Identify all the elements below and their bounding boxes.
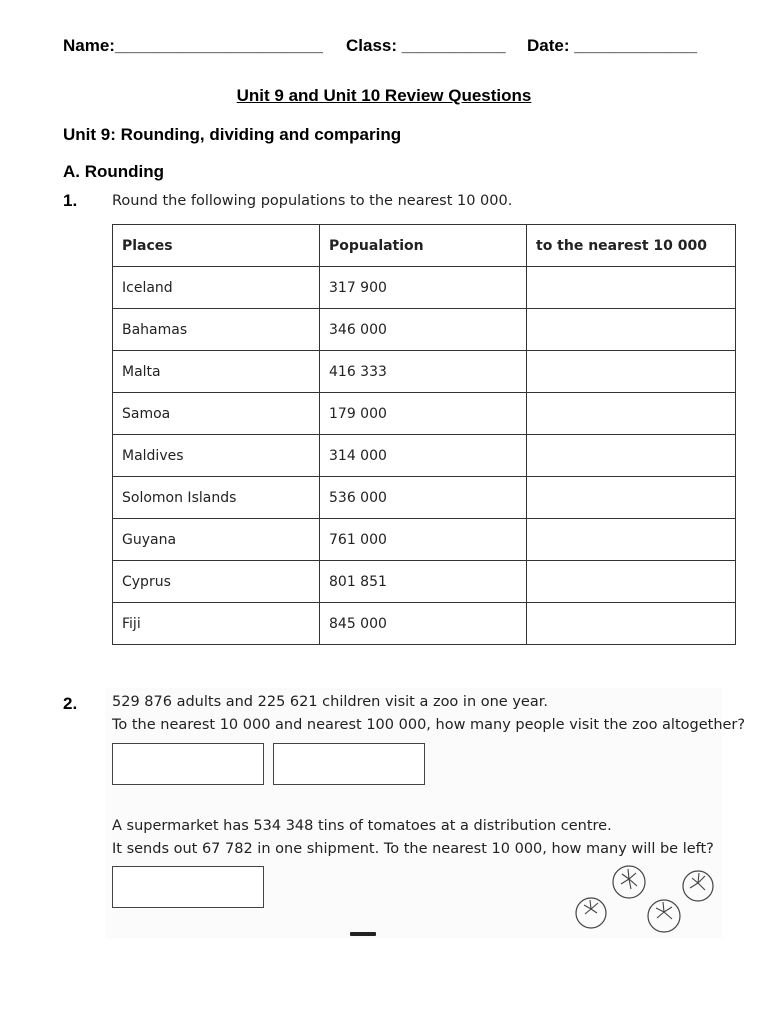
population-cell: 314 000 [320, 435, 527, 477]
answer-cell[interactable] [527, 309, 736, 351]
table-row [113, 351, 736, 393]
place-cell: Malta [113, 351, 320, 393]
table-header-row [113, 225, 736, 267]
class-field-label: Class: ___________ [346, 36, 506, 55]
population-cell: 179 000 [320, 393, 527, 435]
page-title: Unit 9 and Unit 10 Review Questions [236, 86, 532, 105]
column-header-population: Popualation [320, 225, 527, 267]
place-cell: Samoa [113, 393, 320, 435]
answer-box-nearest-10000[interactable] [112, 743, 264, 785]
population-cell: 845 000 [320, 603, 527, 645]
question-2-line-3: A supermarket has 534 348 tins of tomatoes at a distribution centre. [112, 818, 612, 834]
place-cell: Solomon Islands [113, 477, 320, 519]
question-2-line-2: To the nearest 10 000 and nearest 100 000, how many people visit the zoo altogether? [112, 717, 746, 733]
place-cell: Guyana [113, 519, 320, 561]
answer-box-tins-left[interactable] [112, 866, 264, 908]
table-row [113, 477, 736, 519]
tomato-icon [683, 871, 713, 901]
answer-cell[interactable] [527, 267, 736, 309]
population-cell: 801 851 [320, 561, 527, 603]
column-header-places: Places [113, 225, 320, 267]
question-1-number: 1. [63, 191, 78, 210]
answer-cell[interactable] [527, 477, 736, 519]
population-cell: 416 333 [320, 351, 527, 393]
table-row [113, 309, 736, 351]
population-cell: 346 000 [320, 309, 527, 351]
table-row [113, 561, 736, 603]
population-table [112, 224, 736, 645]
column-header-rounded: to the nearest 10 000 [527, 225, 736, 267]
place-cell: Fiji [113, 603, 320, 645]
answer-cell[interactable] [527, 393, 736, 435]
tomato-icon [613, 866, 645, 898]
answer-cell[interactable] [527, 435, 736, 477]
table-row [113, 519, 736, 561]
answer-cell[interactable] [527, 561, 736, 603]
place-cell: Maldives [113, 435, 320, 477]
population-cell: 317 900 [320, 267, 527, 309]
table-row [113, 435, 736, 477]
answer-box-nearest-100000[interactable] [273, 743, 425, 785]
date-field-label: Date: _____________ [527, 36, 698, 55]
place-cell: Bahamas [113, 309, 320, 351]
unit-heading: Unit 9: Rounding, dividing and comparing [63, 125, 402, 144]
table-row [113, 393, 736, 435]
table-row [113, 267, 736, 309]
population-cell: 536 000 [320, 477, 527, 519]
tomato-icon [576, 898, 606, 928]
page-marker [350, 932, 376, 936]
answer-cell[interactable] [527, 603, 736, 645]
population-cell: 761 000 [320, 519, 527, 561]
question-2-line-4: It sends out 67 782 in one shipment. To the nearest 10 000, how many will be left? [112, 841, 714, 857]
tomato-icon [648, 900, 680, 932]
question-2-line-1: 529 876 adults and 225 621 children visit a zoo in one year. [112, 694, 548, 710]
name-field-label: Name:______________________ [63, 36, 323, 55]
tomatoes-illustration [568, 862, 720, 936]
table-row [113, 603, 736, 645]
question-1-instruction: Round the following populations to the nearest 10 000. [112, 193, 513, 209]
place-cell: Cyprus [113, 561, 320, 603]
answer-cell[interactable] [527, 519, 736, 561]
answer-cell[interactable] [527, 351, 736, 393]
section-heading: A. Rounding [63, 162, 165, 181]
question-2-number: 2. [63, 694, 78, 713]
place-cell: Iceland [113, 267, 320, 309]
